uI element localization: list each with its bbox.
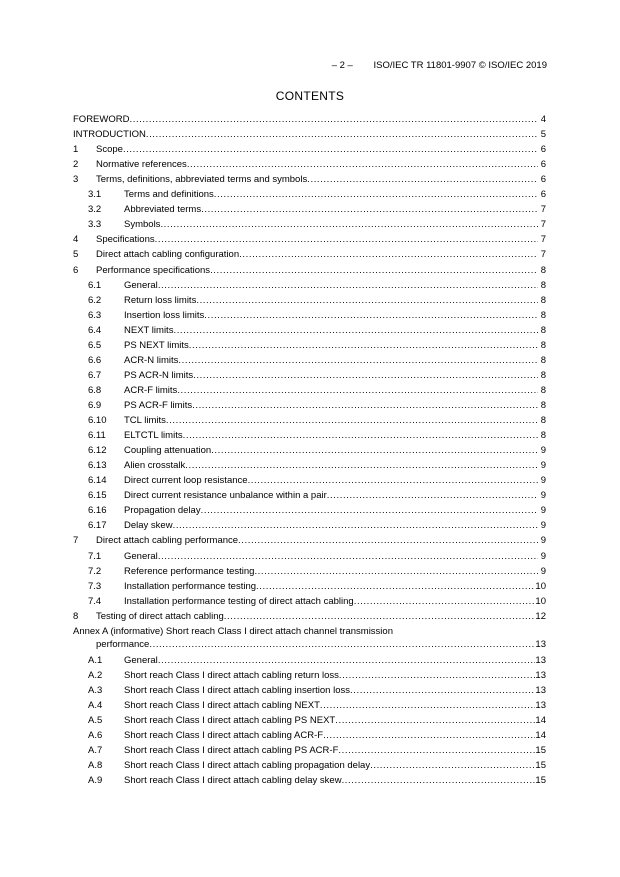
toc-entry[interactable] [73, 488, 546, 503]
toc-entry-number: 8 [73, 610, 79, 622]
toc-entry[interactable] [73, 503, 546, 518]
toc-entry-title: Insertion loss limits [124, 309, 205, 321]
toc-leader-dots [201, 202, 538, 217]
toc-entry-page: 6 [540, 159, 546, 171]
contents-title: CONTENTS [275, 89, 345, 103]
toc-entry-page: 9 [540, 475, 546, 487]
annex-heading[interactable]: Annex A (informative) Short reach Class I direct attach channel transmission [73, 625, 393, 637]
toc-entry-number: 7.4 [88, 595, 102, 607]
toc-entry[interactable] [73, 383, 546, 398]
toc-entry-page: 9 [540, 490, 546, 502]
toc-entry[interactable] [73, 308, 546, 323]
toc-leader-dots [158, 549, 538, 564]
toc-entry-page: 7 [540, 249, 546, 261]
toc-entry-number: 6.8 [88, 384, 102, 396]
toc-entry-number: 6.12 [88, 445, 107, 457]
toc-entry-title: General [124, 550, 158, 562]
toc-entry-title: INTRODUCTION [73, 129, 146, 141]
toc-entry-title: Direct current loop resistance [124, 475, 248, 487]
toc-entry[interactable] [73, 172, 546, 187]
toc-entry-number: 7 [73, 535, 79, 547]
toc-entry[interactable] [73, 594, 546, 609]
toc-entry-page: 8 [540, 279, 546, 291]
annex-heading-continuation[interactable] [96, 637, 546, 652]
toc-entry-page: 13 [535, 700, 546, 711]
toc-entry-title: Coupling attenuation [124, 445, 212, 457]
toc-entry-number: 6.15 [88, 490, 107, 502]
toc-entry-number: 3.2 [88, 204, 102, 216]
toc-entry-page: 5 [540, 129, 546, 141]
toc-entry-page: 7 [540, 219, 546, 231]
toc-entry-page: 8 [540, 294, 546, 306]
toc-entry-page: 15 [535, 745, 546, 757]
toc-entry-page: 4 [540, 114, 546, 125]
toc-entry[interactable] [73, 232, 546, 247]
toc-entry-title: ACR-N limits [124, 354, 179, 366]
toc-entry-number: A.3 [88, 684, 103, 696]
toc-entry[interactable] [73, 293, 546, 308]
toc-entry-title: Return loss limits [124, 294, 197, 306]
toc-leader-dots [238, 533, 538, 548]
toc-entry-page: 9 [540, 565, 546, 577]
toc-leader-dots [211, 443, 538, 458]
toc-entry-page: 13 [535, 654, 546, 666]
toc-entry-page: 8 [540, 354, 546, 366]
toc-leader-dots [149, 637, 535, 652]
toc-entry[interactable] [73, 112, 546, 127]
toc-entry[interactable] [73, 443, 546, 458]
toc-leader-dots [327, 488, 538, 503]
toc-entry-page: 8 [540, 415, 546, 426]
toc-entry-number: 4 [73, 234, 79, 246]
toc-entry-title: FOREWORD [73, 114, 130, 125]
toc-entry-title: Short reach Class I direct attach cabling propagation delay [124, 760, 371, 772]
toc-entry-number: 6.13 [88, 460, 107, 472]
toc-entry-page: 9 [540, 520, 546, 532]
toc-entry-title: Short reach Class I direct attach cabling PS ACR-F [124, 745, 339, 757]
toc-entry-number: A.4 [88, 700, 103, 711]
toc-entry[interactable] [73, 728, 546, 743]
toc-entry-page: 10 [535, 580, 546, 592]
document-reference: ISO/IEC TR 11801-9907 © ISO/IEC 2019 [373, 60, 547, 71]
toc-entry-number: A.1 [88, 654, 103, 666]
toc-entry-page: 9 [540, 460, 546, 472]
toc-entry[interactable] [73, 202, 546, 217]
toc-entry-number: 6.10 [88, 415, 107, 426]
toc-leader-dots [204, 308, 538, 323]
toc-entry-title: Short reach Class I direct attach cabling delay skew [124, 775, 342, 787]
toc-entry-page: 8 [540, 369, 546, 381]
toc-entry-page: 9 [540, 550, 546, 562]
toc-entry-title: ACR-F limits [124, 384, 178, 396]
toc-entry[interactable] [73, 533, 546, 548]
toc-entry-page: 12 [535, 610, 546, 622]
toc-leader-dots [166, 413, 538, 428]
toc-leader-dots [256, 579, 535, 594]
toc-entry-number: 7.3 [88, 580, 102, 592]
toc-entry-title: Short reach Class I direct attach cabling ACR-F [124, 730, 324, 741]
toc-entry-number: A.9 [88, 775, 103, 787]
toc-entry-number: A.8 [88, 760, 103, 772]
toc-entry[interactable] [73, 518, 546, 533]
toc-entry-title: Testing of direct attach cabling [96, 610, 224, 622]
toc-entry-page: 13 [535, 684, 546, 696]
toc-leader-dots [214, 187, 538, 202]
toc-entry[interactable] [73, 413, 546, 428]
toc-leader-dots [129, 112, 538, 127]
toc-entry-title: Direct attach cabling configuration [96, 249, 240, 261]
toc-leader-dots [239, 247, 538, 262]
toc-entry-number: A.6 [88, 730, 103, 741]
toc-entry[interactable] [73, 549, 546, 564]
toc-entry-title: Short reach Class I direct attach cabling NEXT [124, 700, 320, 711]
toc-entry-page: 13 [535, 669, 546, 681]
toc-entry-page: 8 [540, 339, 546, 351]
toc-entry[interactable] [73, 428, 546, 443]
toc-entry-number: A.7 [88, 745, 103, 757]
toc-entry-title: PS ACR-F limits [124, 400, 193, 411]
toc-entry-page: 7 [540, 204, 546, 216]
toc-entry-title: performance [96, 638, 150, 650]
toc-entry-title: Terms and definitions [124, 189, 214, 201]
toc-entry-title: Performance specifications [96, 264, 211, 276]
toc-leader-dots [342, 773, 536, 788]
toc-entry[interactable] [73, 368, 546, 383]
toc-entry-title: Symbols [124, 219, 161, 231]
toc-leader-dots [248, 473, 538, 488]
toc-entry[interactable] [73, 773, 546, 788]
toc-entry-number: A.5 [88, 715, 103, 726]
toc-leader-dots [187, 157, 538, 172]
toc-entry[interactable] [73, 758, 546, 773]
toc-entry-page: 14 [535, 730, 546, 741]
toc-leader-dots [192, 398, 538, 413]
toc-leader-dots [160, 217, 538, 232]
toc-leader-dots [254, 564, 538, 579]
toc-entry[interactable] [73, 398, 546, 413]
toc-entry-page: 10 [535, 595, 546, 607]
toc-leader-dots [185, 458, 538, 473]
toc-entry[interactable] [73, 473, 546, 488]
toc-entry-page: 6 [540, 174, 546, 186]
toc-entry[interactable] [73, 564, 546, 579]
toc-leader-dots [158, 278, 538, 293]
toc-entry-number: 6.2 [88, 294, 102, 306]
toc-leader-dots [350, 683, 535, 698]
toc-entry-title: Delay skew [124, 520, 173, 532]
page-number: – 2 – [331, 60, 353, 71]
toc-entry[interactable] [73, 338, 546, 353]
toc-entry[interactable] [73, 668, 546, 683]
toc-entry[interactable] [73, 653, 546, 668]
toc-entry-number: 6 [73, 264, 79, 276]
toc-entry-number: 6.9 [88, 400, 102, 411]
toc-leader-dots [123, 142, 538, 157]
toc-entry-number: 6.6 [88, 354, 102, 366]
toc-leader-dots [201, 503, 538, 518]
toc-entry-title: Scope [96, 144, 123, 156]
toc-entry-page: 8 [540, 309, 546, 321]
toc-entry[interactable] [73, 609, 546, 624]
toc-entry-number: 6.1 [88, 279, 102, 291]
toc-entry-page: 9 [540, 535, 546, 547]
toc-entry[interactable] [73, 458, 546, 473]
toc-leader-dots [189, 338, 538, 353]
toc-entry[interactable] [73, 157, 546, 172]
toc-entry-title: Short reach Class I direct attach cabling return loss [124, 669, 339, 681]
toc-entry-number: 7.1 [88, 550, 102, 562]
toc-entry-page: 6 [540, 189, 546, 201]
toc-entry-title: Normative references [96, 159, 187, 171]
toc-leader-dots [178, 353, 538, 368]
toc-entry-number: 2 [73, 159, 79, 171]
toc-leader-dots [196, 293, 538, 308]
toc-entry-page: 8 [540, 400, 546, 411]
toc-entry-title: Short reach Class I direct attach cabling insertion loss [124, 684, 350, 696]
toc-entry[interactable] [73, 353, 546, 368]
toc-entry[interactable] [73, 323, 546, 338]
toc-entry[interactable] [73, 127, 546, 142]
toc-leader-dots [335, 713, 535, 728]
toc-leader-dots [173, 518, 538, 533]
toc-leader-dots [370, 758, 535, 773]
toc-leader-dots [177, 383, 538, 398]
toc-entry-page: 14 [535, 715, 546, 726]
toc-entry[interactable] [73, 683, 546, 698]
toc-entry-number: 7.2 [88, 565, 102, 577]
toc-leader-dots [339, 668, 536, 683]
toc-entry[interactable] [73, 217, 546, 232]
toc-leader-dots [338, 743, 535, 758]
toc-entry-page: 13 [535, 638, 546, 650]
toc-leader-dots [210, 263, 538, 278]
toc-entry-page: 9 [540, 505, 546, 517]
toc-entry[interactable] [73, 579, 546, 594]
toc-leader-dots [320, 698, 536, 713]
toc-entry-title: PS NEXT limits [124, 339, 189, 351]
toc-entry-title: Alien crosstalk [124, 460, 186, 472]
toc-entry[interactable] [73, 263, 546, 278]
toc-entry-number: 6.14 [88, 475, 107, 487]
toc-entry-number: 6.4 [88, 324, 102, 336]
toc-entry-title: Short reach Class I direct attach cabling PS NEXT [124, 715, 336, 726]
toc-entry[interactable] [73, 698, 546, 713]
toc-entry-number: 6.3 [88, 309, 102, 321]
toc-leader-dots [183, 428, 538, 443]
toc-entry-page: 8 [540, 430, 546, 442]
toc-entry-title: ELTCTL limits [124, 430, 183, 442]
toc-leader-dots [307, 172, 538, 187]
toc-entry-number: 5 [73, 249, 79, 261]
toc-entry-page: 8 [540, 324, 546, 336]
page-header [332, 60, 547, 71]
toc-entry-number: 1 [73, 144, 79, 156]
toc-leader-dots [323, 728, 535, 743]
toc-entry-number: 3.1 [88, 189, 102, 201]
toc-entry[interactable] [73, 142, 546, 157]
toc-entry-title: NEXT limits [124, 324, 174, 336]
toc-entry-number: 6.7 [88, 369, 102, 381]
toc-leader-dots [354, 594, 536, 609]
toc-entry-page: 8 [540, 264, 546, 276]
toc-leader-dots [155, 232, 538, 247]
toc-entry[interactable] [73, 278, 546, 293]
toc-entry-title: PS ACR-N limits [124, 369, 194, 381]
toc-entry-title: Abbreviated terms [124, 204, 202, 216]
toc-entry[interactable] [73, 743, 546, 758]
toc-entry-page: 15 [535, 775, 546, 787]
toc-entry-title: Installation performance testing of direct attach cabling [124, 595, 354, 607]
toc-entry-title: Installation performance testing [124, 580, 257, 592]
toc-entry-number: 3.3 [88, 219, 102, 231]
toc-entry-title: Specifications [96, 234, 155, 246]
toc-entry-title: TCL limits [124, 415, 166, 426]
toc-entry-title: Terms, definitions, abbreviated terms and symbols [96, 174, 308, 186]
toc-entry-page: 9 [540, 445, 546, 457]
toc-entry-title: Reference performance testing [124, 565, 255, 577]
toc-leader-dots [158, 653, 536, 668]
toc-entry-page: 8 [540, 384, 546, 396]
toc-entry-title: General [124, 654, 158, 666]
toc-entry-number: 6.11 [88, 430, 106, 442]
toc-leader-dots [224, 609, 536, 624]
toc-entry-title: Direct current resistance unbalance within a pair [124, 490, 327, 502]
toc-entry[interactable] [73, 713, 546, 728]
toc-entry-number: 6.17 [88, 520, 107, 532]
toc-entry-number: 6.16 [88, 505, 107, 517]
toc-entry-title: Propagation delay [124, 505, 201, 517]
toc-entry-page: 6 [540, 144, 546, 156]
toc-entry-number: 3 [73, 174, 79, 186]
toc-entry[interactable] [73, 247, 546, 262]
toc-leader-dots [146, 127, 538, 142]
toc-entry-page: 7 [540, 234, 546, 246]
toc-entry-number: A.2 [88, 669, 103, 681]
toc-entry-number: 6.5 [88, 339, 102, 351]
toc-entry-title: Direct attach cabling performance [96, 535, 239, 547]
toc-leader-dots [193, 368, 538, 383]
toc-entry-title: General [124, 279, 158, 291]
toc-leader-dots [173, 323, 538, 338]
toc-entry-page: 15 [535, 760, 546, 772]
toc-entry[interactable] [73, 187, 546, 202]
